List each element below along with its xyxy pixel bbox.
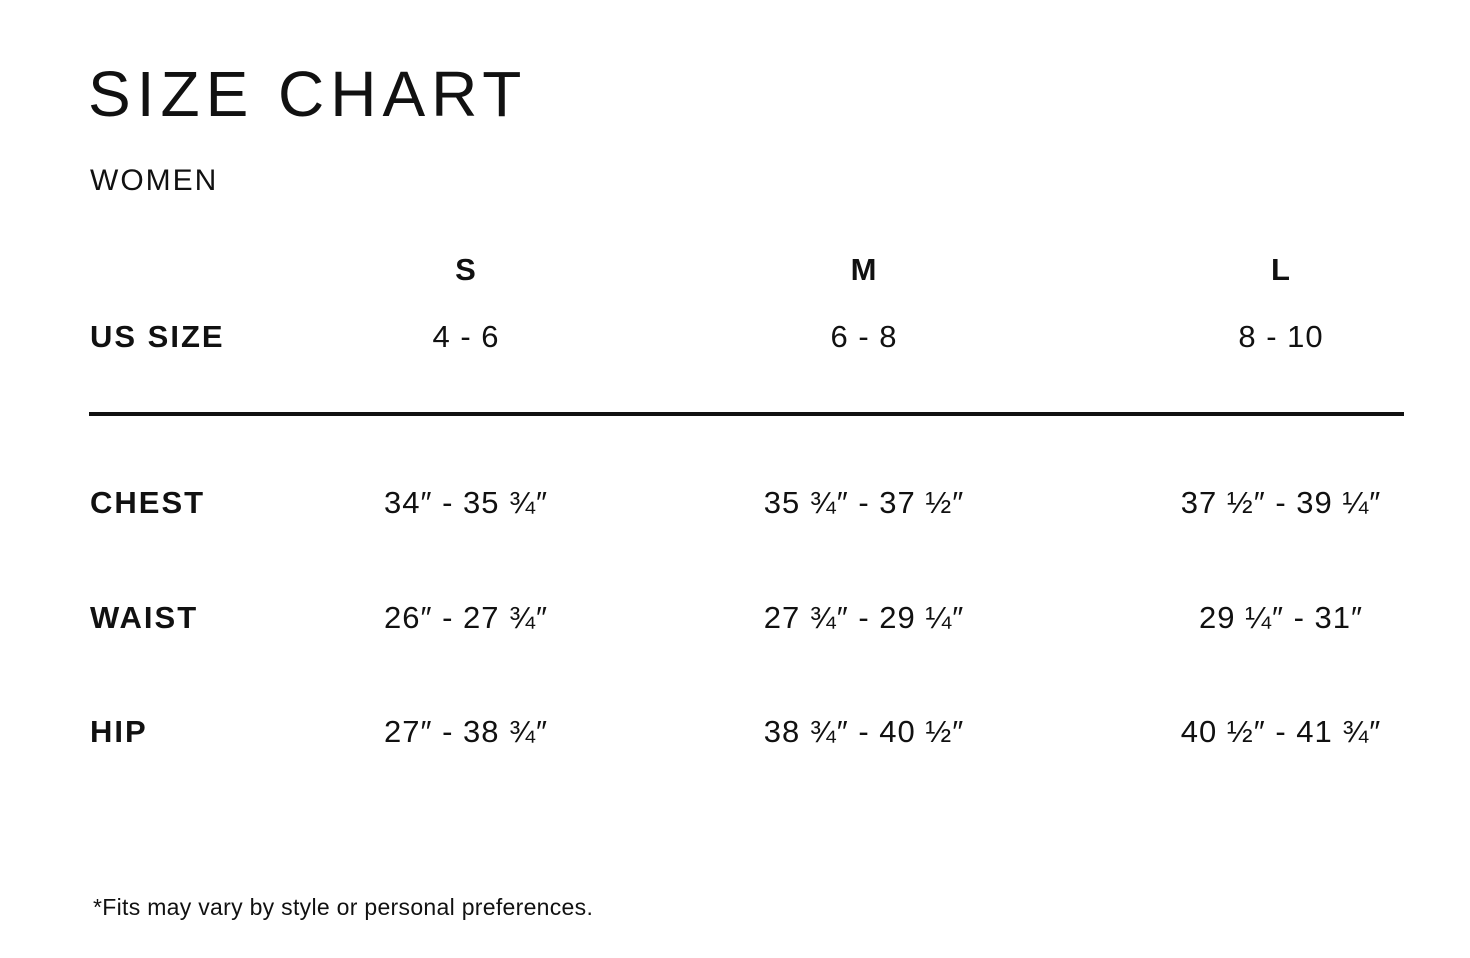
- row-label-us-size: US SIZE: [90, 319, 225, 354]
- column-header-m: M: [850, 252, 878, 287]
- table-cell: 6 - 8: [830, 319, 898, 354]
- divider: [89, 412, 1404, 416]
- table-cell: 40 ½″ - 41 ¾″: [1180, 714, 1382, 749]
- page-title: SIZE CHART: [88, 58, 528, 130]
- subtitle: WOMEN: [90, 164, 219, 197]
- row-label-hip: HIP: [90, 714, 148, 749]
- table-cell: 27″ - 38 ¾″: [384, 714, 548, 749]
- row-label-chest: CHEST: [90, 485, 206, 520]
- table-cell: 34″ - 35 ¾″: [384, 485, 548, 520]
- column-header-l: L: [1271, 252, 1291, 287]
- table-cell: 26″ - 27 ¾″: [384, 600, 548, 635]
- row-label-waist: WAIST: [90, 600, 199, 635]
- table-cell: 29 ¼″ - 31″: [1199, 600, 1363, 635]
- table-cell: 35 ¾″ - 37 ½″: [763, 485, 965, 520]
- column-header-s: S: [455, 252, 477, 287]
- table-cell: 37 ½″ - 39 ¼″: [1180, 485, 1382, 520]
- table-cell: 4 - 6: [432, 319, 500, 354]
- table-cell: 27 ¾″ - 29 ¼″: [763, 600, 965, 635]
- footnote: *Fits may vary by style or personal preferences.: [93, 894, 594, 920]
- table-cell: 8 - 10: [1238, 319, 1324, 354]
- table-cell: 38 ¾″ - 40 ½″: [763, 714, 965, 749]
